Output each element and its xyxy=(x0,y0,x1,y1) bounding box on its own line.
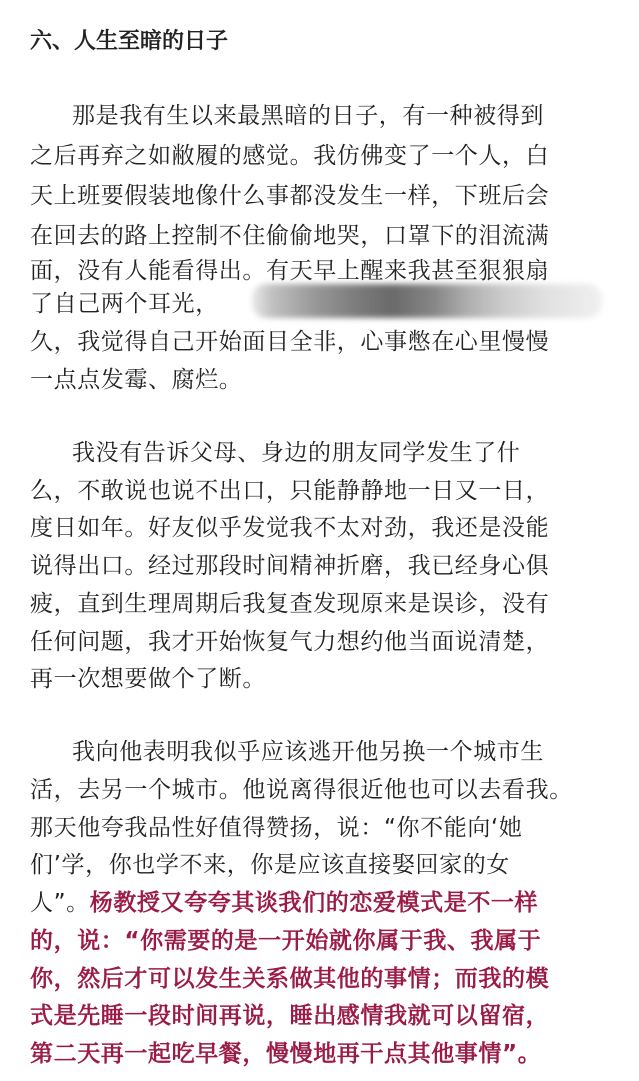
paragraph-3-line-5-highlight: 杨教授又夸夸其谈我们的恋爱模式是不一样 xyxy=(89,890,539,916)
paragraph-1-line-6: 了自己两个耳光， xyxy=(30,291,219,317)
paragraph-3-line-4: 们’学，你也学不来，你是应该直接娶回家的女 xyxy=(30,852,510,878)
paragraph-1-line-2: 之后再弃之如敝履的感觉。我仿佛变了一个人，白 xyxy=(30,143,550,169)
highlight-line-2: 你，然后才可以发生关系做其他的事情；而我的模 xyxy=(30,966,550,992)
highlight-line-3: 式是先睡一段时间再说，睡出感情我就可以留宿， xyxy=(30,1003,550,1029)
paragraph-3-line-3: 那天他夸我品性好值得赞扬，说：“你不能向‘她 xyxy=(30,815,523,841)
paragraph-2-line-4: 说得出口。经过那段时间精神折磨，我已经身心俱 xyxy=(30,553,550,579)
paragraph-2-line-1: 我没有告诉父母、身边的朋友同学发生了什 xyxy=(72,440,521,466)
paragraph-1-line-5: 面，没有人能看得出。有天早上醒来我甚至狠狠扇 xyxy=(30,258,550,284)
paragraph-2-line-3: 度日如年。好友似乎发觉我不太对劲，我还是没能 xyxy=(30,515,550,541)
highlight-line-1: 的，说：“你需要的是一开始就你属于我、我属于 xyxy=(30,928,542,954)
paragraph-1-line-8: 一点点发霉、腐烂。 xyxy=(30,367,243,393)
paragraph-2-line-6: 任何问题，我才开始恢复气力想约他当面说清楚， xyxy=(30,629,550,655)
paragraph-2-line-2: 么，不敢说也说不出口，只能静静地一日又一日， xyxy=(30,478,550,504)
paragraph-2-line-5: 疲，直到生理周期后我复查发现原来是误诊，没有 xyxy=(30,591,550,617)
paragraph-1-line-4: 在回去的路上控制不住偷偷地哭，口罩下的泪流满 xyxy=(30,223,550,249)
section-heading: 六、人生至暗的日子 xyxy=(30,29,229,54)
paragraph-1-line-7: 久，我觉得自己开始面目全非，心事憋在心里慢慢 xyxy=(30,329,550,355)
paragraph-1-line-1: 那是我有生以来最黑暗的日子，有一种被得到 xyxy=(72,103,544,129)
paragraph-1-line-3: 天上班要假装地像什么事都没发生一样，下班后会 xyxy=(30,183,550,209)
paragraph-2-line-7: 再一次想要做个了断。 xyxy=(30,666,266,692)
redacted-blur xyxy=(252,284,602,318)
paragraph-3-line-2: 活，去另一个城市。他说离得很近他也可以去看我。 xyxy=(30,777,573,803)
paragraph-3-line-1: 我向他表明我似乎应该逃开他另换一个城市生 xyxy=(72,739,544,765)
paragraph-3-line-5 xyxy=(30,884,538,922)
highlight-line-4: 第二天再一起吃早餐，慢慢地再干点其他事情”。 xyxy=(30,1041,542,1067)
paragraph-3-line-5-normal: 人”。 xyxy=(30,890,90,916)
